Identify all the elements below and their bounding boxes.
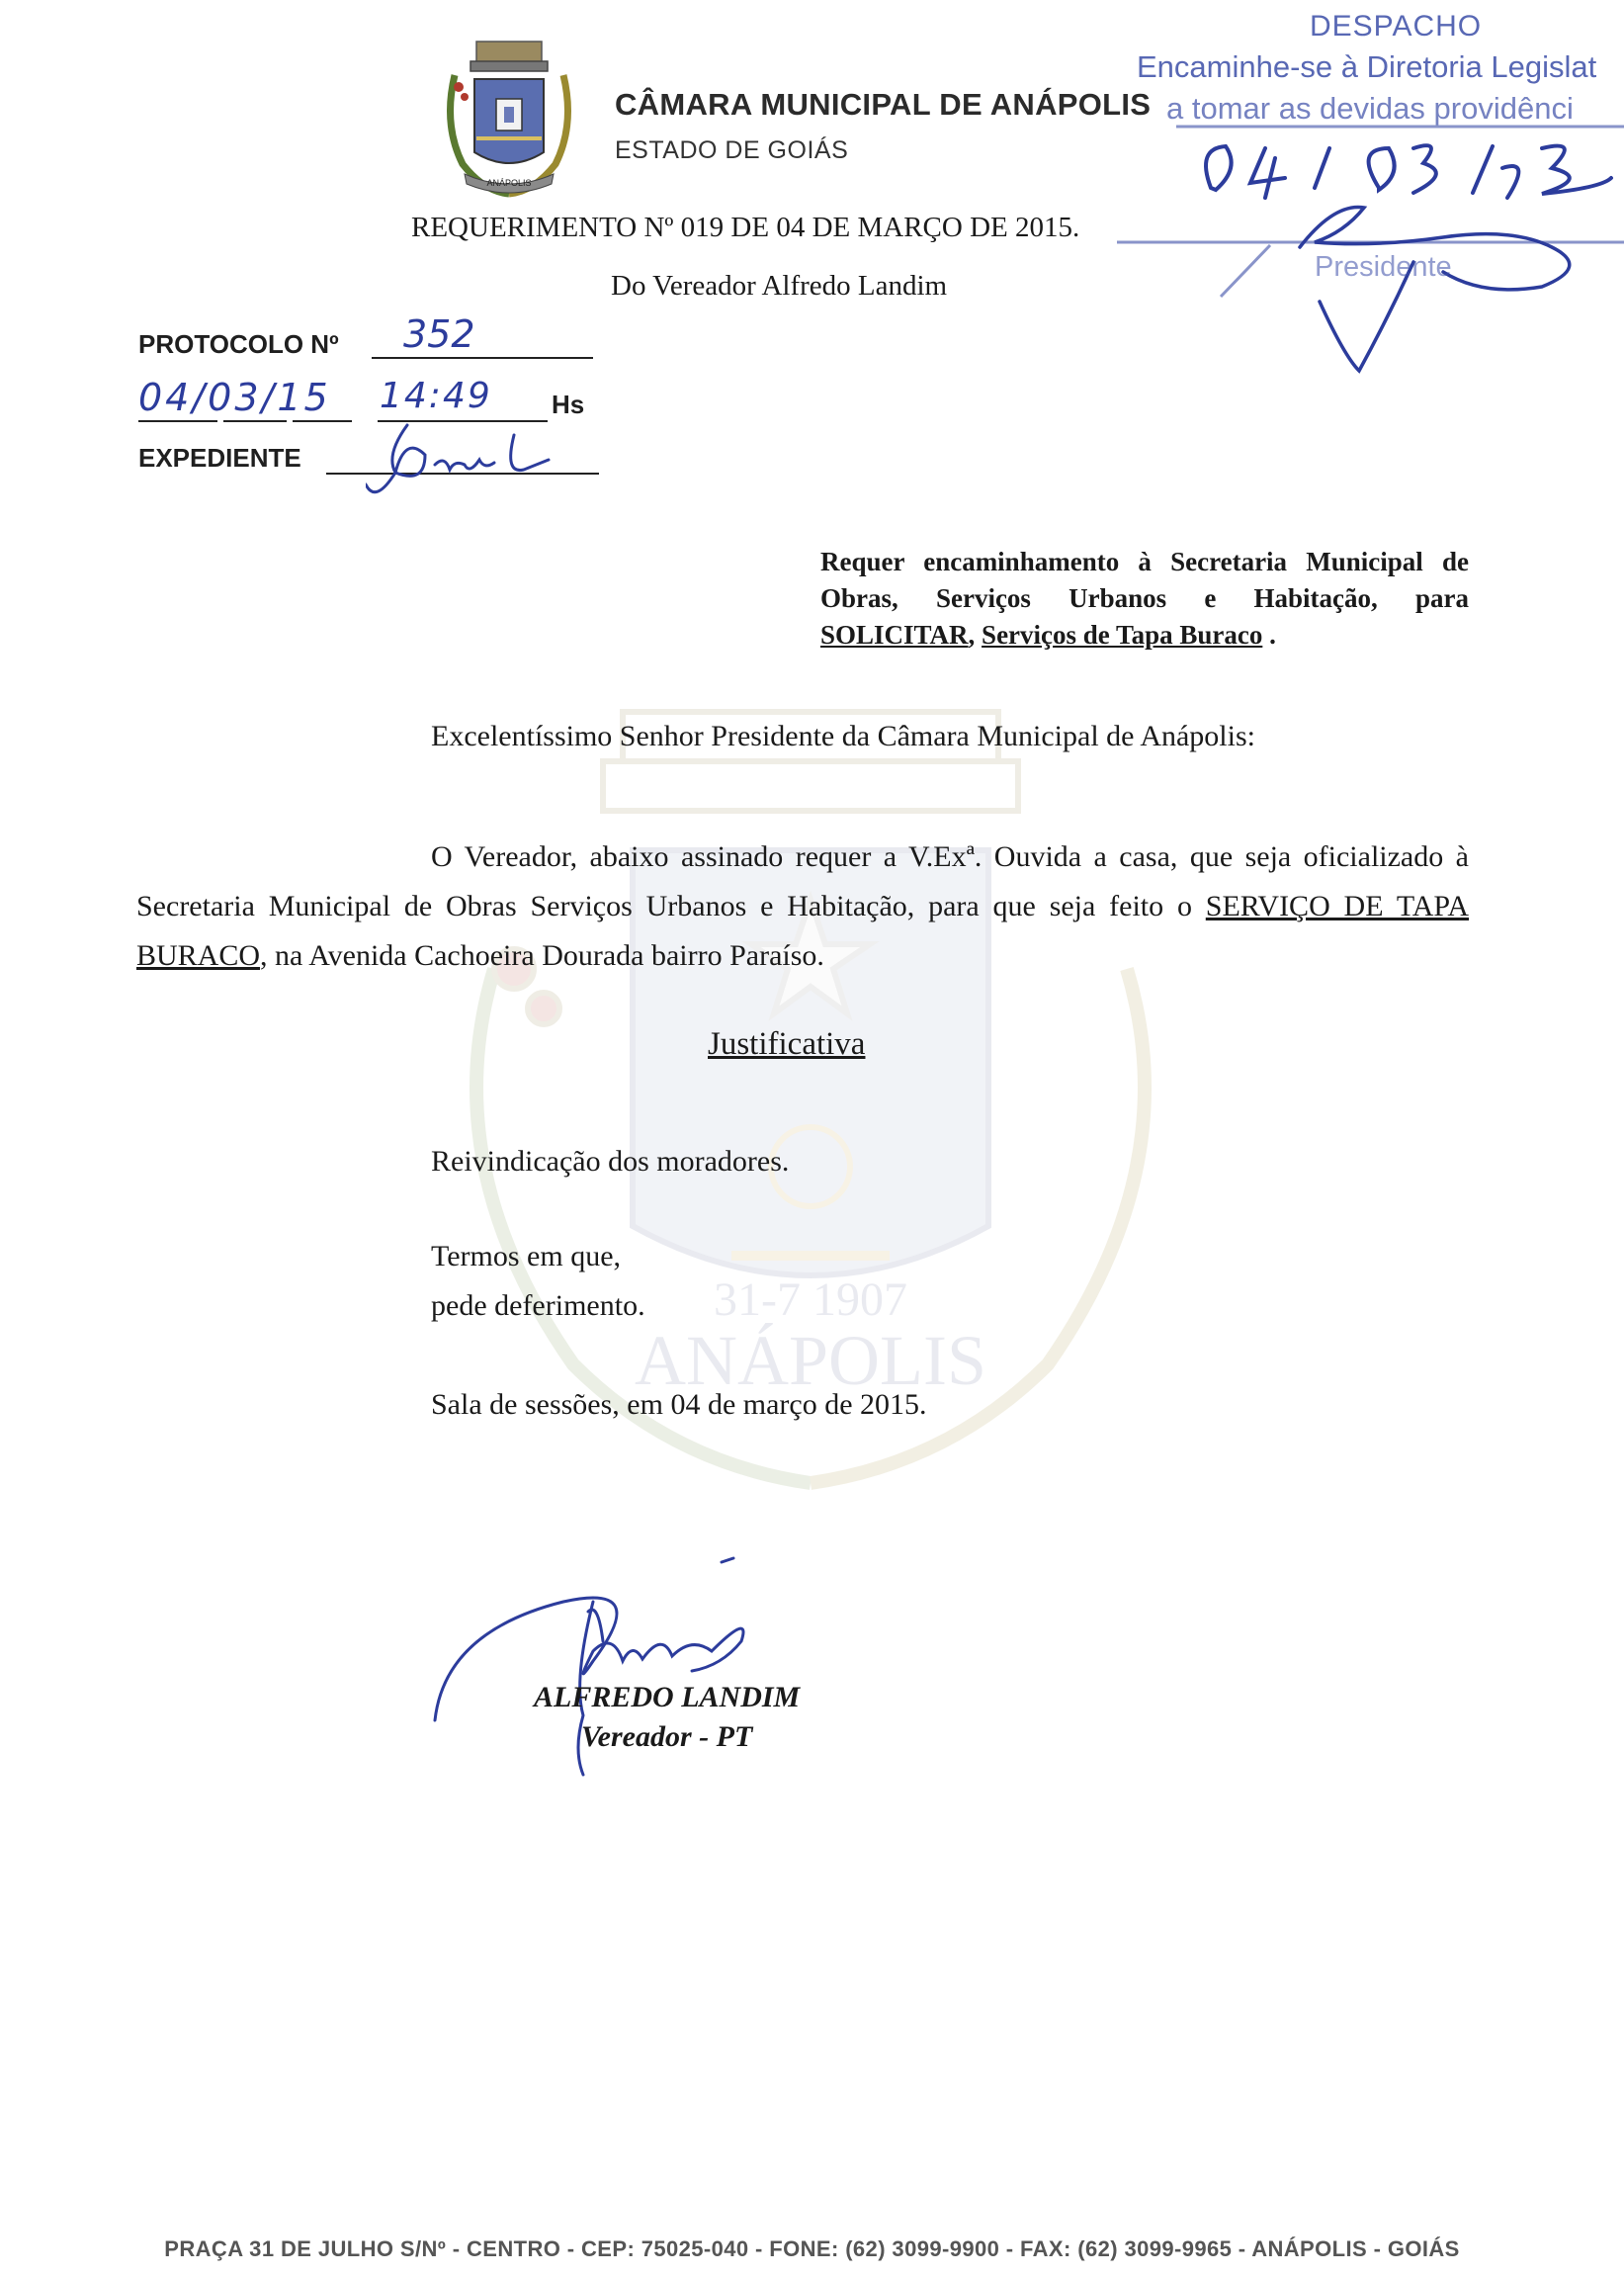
protocol-date: 04/03/15 <box>138 376 331 419</box>
despacho-stamp-line2: a tomar as devidas providênci <box>1166 91 1574 126</box>
body-paragraph-service: SERVIÇO DE TAPA BURACO <box>136 890 1470 972</box>
protocol-date-line-day <box>138 420 217 422</box>
body-paragraph <box>136 832 1469 981</box>
protocol-date-line-month <box>223 420 287 422</box>
protocol-time: 14:49 <box>380 376 492 416</box>
closing-line-1: Termos em que, <box>431 1240 622 1272</box>
protocol-label: PROTOCOLO Nº <box>138 329 339 359</box>
summary-end: . <box>1262 620 1276 650</box>
institution-name: CÂMARA MUNICIPAL DE ANÁPOLIS <box>615 87 1152 122</box>
justification-text: Reivindicação dos moradores. <box>431 1145 790 1178</box>
signer-name: ALFREDO LANDIM <box>534 1681 801 1713</box>
coat-of-arms-watermark <box>376 672 1245 1562</box>
expediente-signature <box>366 415 563 504</box>
body-paragraph-location: , na Avenida Cachoeira Dourada bairro Paraíso. <box>260 939 824 972</box>
summary-service: Serviços de Tapa Buraco <box>982 620 1263 650</box>
watermark-years-text: 31-7 1907 <box>714 1273 907 1326</box>
despacho-stamp-president-label: Presidente <box>1315 251 1452 283</box>
coat-of-arms-text: ANÁPOLIS <box>486 178 532 188</box>
place-and-date: Sala de sessões, em 04 de março de 2015. <box>431 1388 927 1421</box>
closing-line-2: pede deferimento. <box>431 1289 645 1322</box>
despacho-stamp-line1: Encaminhe-se à Diretoria Legislat <box>1137 49 1597 84</box>
protocol-date-line-year <box>293 420 352 422</box>
coat-of-arms-logo <box>435 36 583 202</box>
salutation: Excelentíssimo Senhor Presidente da Câmara Municipal de Anápolis: <box>431 720 1255 752</box>
justification-title: Justificativa <box>708 1026 866 1062</box>
protocol-number: 352 <box>403 312 475 356</box>
expediente-label: EXPEDIENTE <box>138 443 301 473</box>
summary-solicitar: SOLICITAR <box>820 620 969 650</box>
signer-role: Vereador - PT <box>581 1720 753 1753</box>
requerimento-summary <box>820 544 1469 654</box>
summary-text: Requer encaminhamento à Secretaria Municipal de Obras, Serviços Urbanos e Habitação, para <box>820 547 1469 613</box>
summary-comma: , <box>968 620 983 650</box>
protocol-hours-label: Hs <box>552 390 585 419</box>
watermark-city-text: ANÁPOLIS <box>634 1321 987 1400</box>
footer-address: PRAÇA 31 DE JULHO S/Nº - CENTRO - CEP: 75025-040 - FONE: (62) 3099-9900 - FAX: (62) 3099-9965 - ANÁPOLIS - GOIÁS <box>164 2236 1460 2261</box>
requerimento-title: REQUERIMENTO Nº 019 DE 04 DE MARÇO DE 2015. <box>411 212 1080 243</box>
protocol-number-line <box>372 357 593 359</box>
despacho-stamp-title: DESPACHO <box>1310 10 1483 43</box>
body-paragraph-text: O Vereador, abaixo assinado requer a V.Exª. Ouvida a casa, que seja oficializado à Secretaria Municipal de Obras Serviços Urbanos e Habitação, para que seja feito o <box>136 840 1469 922</box>
institution-state: ESTADO DE GOIÁS <box>615 136 849 164</box>
requerimento-author: Do Vereador Alfredo Landim <box>611 270 948 302</box>
